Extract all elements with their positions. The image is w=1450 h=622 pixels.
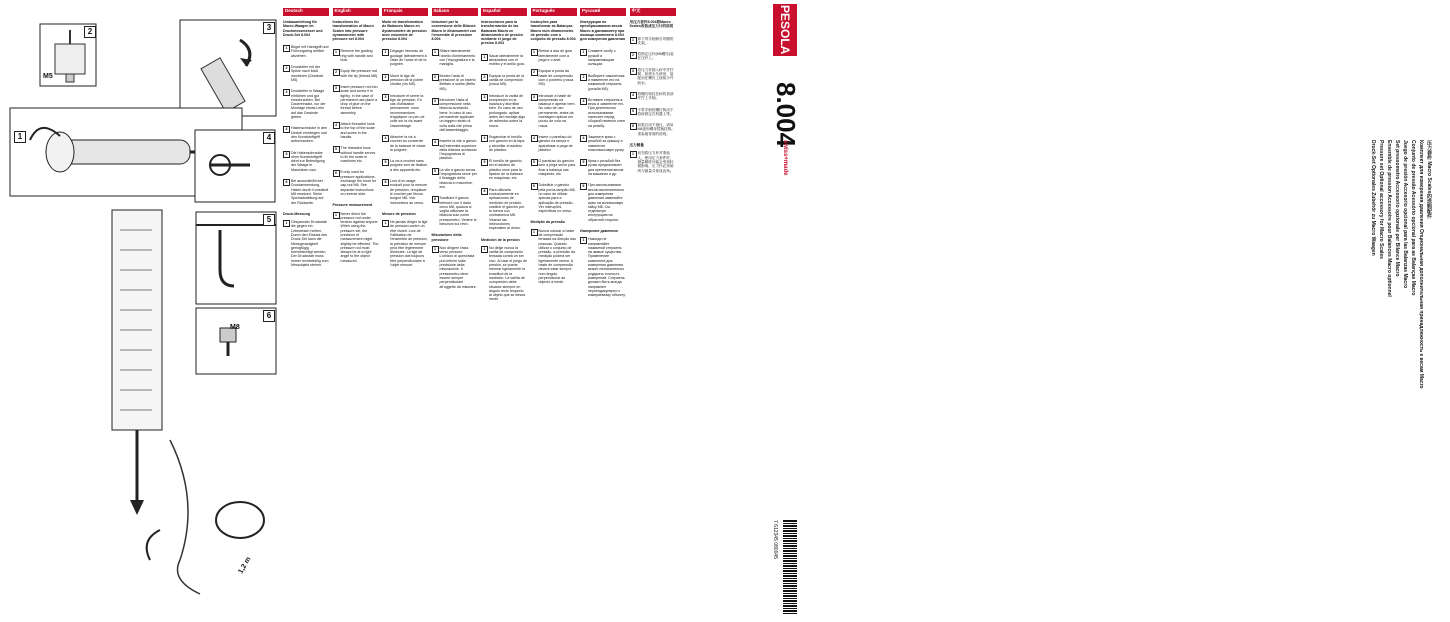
step-item — [531, 49, 577, 62]
step-number: 2 — [333, 69, 340, 76]
step-number: 4 — [630, 92, 637, 99]
step-text: Lors d'un usage exclusif pour la mesure de pression, remplacer le crochet par l'écrou borgne M8. Voir instructions au verso. — [390, 179, 427, 205]
column-header: English — [333, 8, 379, 16]
section-heading: Misurazione della pressione — [431, 233, 462, 242]
step-number: 6 — [432, 196, 439, 203]
title-pt: Conjunto de pressão Acessório opcional para as Balanças Macro — [1410, 140, 1416, 296]
step-item — [630, 92, 676, 101]
step-item — [630, 151, 676, 172]
step-item — [382, 179, 428, 205]
step-number: 6 — [382, 179, 389, 186]
step-number: 1 — [531, 229, 538, 236]
pesola-logo: PESOLA — [773, 4, 797, 56]
step-item — [580, 49, 626, 66]
step-item — [531, 159, 577, 176]
section-heading: 压力测量 — [629, 143, 644, 148]
step-item — [481, 159, 527, 180]
step-number: 2 — [283, 65, 290, 72]
column-fr — [382, 8, 428, 608]
section-heading: Pressure measurement — [332, 203, 373, 208]
step-item — [531, 229, 577, 285]
step-item — [580, 159, 626, 176]
step-number: 6 — [630, 123, 637, 130]
step-item — [580, 183, 626, 222]
step-number: 1 — [283, 220, 290, 227]
column-intro: Umbauanleitung für Macro-Waagen im Druckmessmesser und Druck-Set 8.004 — [283, 20, 323, 37]
step-text: Druckteller in Waage einführen und gut einschrauben. Bei Dauereinsatz, nur der Montage etwas Leim auf das Gewinde geben. — [291, 89, 326, 120]
title-ru: Комплект для измерения давления Опциональная дополнительная принадлежность к весам Macro — [1418, 140, 1424, 389]
step-item — [333, 212, 379, 264]
title-zh: 压力套件 Macro Scales的选购配件 — [1426, 140, 1432, 219]
step-item — [630, 52, 676, 61]
step-item — [580, 237, 626, 297]
step-text: Inserir o parafuso do gancho na tampa e aparafusar a pega de plástico. — [538, 134, 573, 152]
product-number: 8.004 — [771, 82, 801, 148]
step-item — [481, 94, 527, 128]
step-number: 1 — [333, 212, 340, 219]
step-item — [333, 49, 379, 62]
step-text: El tornillo de gancho sin el asidero de plástico sirve para la fijación de la balanza en máquinas, etc. — [489, 159, 523, 181]
step-item — [283, 151, 329, 172]
step-text: Никогда не направляйте нажимной стержень на живые существа. Применение комплекта для измерения давления может незначительно ухудшить точность измерений. Стержень должен быть всегда направлен перпендикулярно к измеряемому объекту. — [588, 237, 626, 298]
column-header: Español — [481, 8, 527, 16]
step-item — [432, 49, 478, 66]
step-item — [630, 37, 676, 46]
title-fr: Ensemble de pression Accessoire pour Balances Macro optionnel — [1386, 140, 1392, 297]
step-text: Снимите скобу с ручкой и направляющим кольцом. — [588, 49, 616, 67]
step-text: Remove the guiding ring with handle and bow. — [340, 49, 373, 63]
step-item — [531, 135, 577, 152]
panel-3-number: 3 — [263, 22, 275, 34]
column-de — [283, 8, 329, 608]
column-intro: Инструкция по преобразованию весов Macro в динамометр при помощи комплекта 8.004 для измерения давления — [580, 20, 626, 42]
step-text: Вставьте стержень в весы и завинтите его. При длительном использовании нанесите перед сборкой немного клея на резьбу. — [588, 97, 625, 128]
step-number: 3 — [580, 98, 587, 105]
step-number: 1 — [432, 49, 439, 56]
step-text: Ne jamais diriger la tige de pression contre un être vivant. Lors de l'utilisation de l'ensemble de pression, la précision de mesure peut être légèrement diminuée. La tige de pression doit toujours être perpendiculaire à l'objet mesuré. — [390, 220, 428, 268]
step-number: 4 — [283, 126, 290, 133]
column-pt — [531, 8, 577, 608]
step-text: Inserire la vite a gancio sull'estremità superiore della bilancia avvitando l'impugnatura di plastica. — [439, 139, 477, 161]
step-item — [382, 74, 428, 87]
step-text: Зацепите крюк с резьбой за крышку и навинтите пластмассовую ручку. — [588, 134, 625, 152]
section-heading: Mesure de pression — [382, 211, 416, 216]
step-number: 6 — [580, 183, 587, 190]
column-header: Русский — [580, 8, 626, 16]
step-item — [630, 108, 676, 117]
step-number: 1 — [382, 49, 389, 56]
step-text: Hakenschraube in den Deckel einhängen und den Kunststoffgriff aufschrauben. — [291, 126, 327, 144]
column-intro: Mode de transformation de Balances Macro en dynamomètre de pression avec ensemble de pression 8.004 — [382, 20, 427, 42]
step-item — [531, 183, 577, 213]
panel-4-number: 4 — [263, 132, 275, 144]
step-text: Bei ausschließlicher Druckanwendung, Haken durch Kunststoff M8 ersetzen. Siehe Spezialanleitung auf der Rückseite. — [291, 179, 329, 205]
column-intro: Istruzioni per la conversione delle Bilance Macro in dinamometri con l'ensemble di pressione 8.004 — [431, 20, 477, 42]
column-intro: 用压力套件8.004将Macro Scales改装成压力计的说明 — [629, 20, 674, 29]
step-number: 3 — [283, 89, 290, 96]
column-it — [432, 8, 478, 608]
step-text: Gespannter Druckstab die gegen ein Lebewesen richten. Durch den Einsatz des Druck-Set kann die Messgenauigkeit geringfügig beeinträchtigt werden. Der Druckstab muss immer rechtwinklig zum Messobjekt stehen. — [291, 220, 329, 268]
illustration-drawing — [0, 0, 278, 617]
step-text: Retirar a asa de guia lateralmente com a pega e o anel. — [538, 49, 572, 63]
step-item — [481, 135, 527, 152]
step-item — [630, 123, 676, 136]
step-item — [283, 65, 329, 82]
step-text: 将指定压杆(M5螺纹)装在压杆上。 — [637, 52, 674, 61]
section-heading: Druck-Messung — [283, 211, 310, 216]
step-text: Insert pressure rod into scale and screw it in tightly. In the case of permanent use place a drop of glue on the thread before assembly. — [340, 84, 378, 115]
column-header: 中文 — [630, 8, 676, 16]
instruction-columns — [283, 8, 681, 618]
step-number: 6 — [283, 179, 290, 186]
step-number: 3 — [382, 94, 389, 101]
step-number: 4 — [580, 135, 587, 142]
step-text: La vite a gancio senza l'impugnatura serve per il fissaggio della bilancia in macchine, ecc. — [439, 167, 477, 189]
step-text: Nunca colocar a haste de compressão tensada na direção das pessoas. Quando utilizar o conjunto de pressão, a precisão da medição poderá ser ligeiramente menor. A haste de compressão deverá estar sempre num ângulo perpendicular ao objecto a medir. — [538, 228, 576, 285]
step-number: 3 — [531, 94, 538, 101]
step-text: The threaded hook without handle serves to fix the scale in machines etc. — [340, 146, 376, 164]
illustrations-area — [0, 0, 278, 617]
step-item — [432, 246, 478, 289]
step-text: Munir la tige de pression de la pointe choisie (vis M5). — [390, 73, 424, 87]
step-number: 1 — [432, 246, 439, 253]
barcode — [783, 520, 797, 614]
step-number: 2 — [382, 74, 389, 81]
column-ru — [580, 8, 626, 608]
step-text: Enganchar el tornillo con gancho en la tapa y atornillar el asidero de plástico. — [489, 134, 525, 152]
pressure-rod-tip-drawing — [55, 44, 85, 74]
step-item — [580, 74, 626, 91]
step-item — [481, 74, 527, 87]
column-zh — [630, 8, 676, 608]
step-number: 3 — [333, 85, 340, 92]
swiss-made-mark: swiss+made — [782, 140, 788, 176]
step-number: 6 — [481, 188, 488, 195]
step-number: 5 — [580, 159, 587, 166]
step-item — [481, 54, 527, 67]
step-text: Never direct the pressure rod under tension against anyone. When using the pressure set, the precision of measurement might slightly be effected. The pressure rod must always be at a right angle to the object measured. — [340, 211, 379, 263]
step-number: 2 — [481, 74, 488, 81]
m5-label: M5 — [43, 73, 53, 80]
step-text: При использовании весов исключительно для измерения давления заменяйте крюк на колпачковую гайку M8. См. отдельную инструкцию на обратной стороне. — [588, 183, 625, 222]
column-intro: Instrucciones para la transformación de las Balanzas Macro en dinamómetro de presión mediante el juego de presión 8.004 — [481, 20, 523, 46]
step-number: 5 — [283, 151, 290, 158]
step-item — [333, 122, 379, 139]
step-number: 3 — [630, 68, 637, 75]
step-text: Sfilare lateralmente l'anello d'orientamento con l'impugnatura e la maniglia. — [439, 49, 476, 67]
step-text: Substituir o gancho pela porca-tampão M8, no caso de utilizar apenas para a aplicação de pressão. Ver instruções especificas no verso. — [538, 183, 576, 214]
column-intro: Instruções para transformar as Balanças Macro num dinamómetro de pressão com o conjunto de pressão 8.004 — [530, 20, 576, 42]
step-number: 2 — [531, 69, 538, 76]
column-header: Italiano — [432, 8, 478, 16]
step-item — [481, 246, 527, 302]
step-text: Sacar lateralmente la abrazadera con el estribo y el anillo guía. — [489, 53, 525, 67]
step-number: 1 — [481, 246, 488, 253]
step-text: La vis à crochet sans poignée sert de fixation à des appareils etc. — [390, 159, 428, 172]
step-text: Equipar a ponta da haste de compressão com o ponteiro (rosca M5). — [538, 69, 574, 87]
step-item — [481, 188, 527, 231]
step-text: Introduzir a haste de compressão na balança e apertar bem. No caso de uso permanente, antes da montagem aplicar um pouco de cola na rosca. — [538, 93, 576, 128]
step-number: 5 — [382, 159, 389, 166]
step-item — [333, 85, 379, 115]
step-number: 5 — [333, 146, 340, 153]
step-number: 1 — [382, 220, 389, 227]
step-number: 4 — [531, 135, 538, 142]
title-it: Set pressometro Accessorio opzionale per Bilance Macro — [1394, 140, 1400, 277]
step-number: 5 — [531, 159, 538, 166]
step-number: 1 — [580, 237, 587, 244]
step-item — [432, 168, 478, 189]
step-text: Equipar la punta de la varilla de compresión (rosca M5). — [489, 73, 524, 87]
title-de: Druck-Set Optionales Zubehör zu Macro Waagen — [1370, 140, 1376, 256]
step-number: 4 — [333, 122, 340, 129]
step-item — [382, 94, 428, 128]
panel-5-number: 5 — [263, 214, 275, 226]
scale-body-drawing — [112, 210, 162, 430]
panel-1-number: 1 — [14, 131, 26, 143]
step-text: Equip the pressure rod with the tip (thread M5). — [340, 69, 379, 78]
step-text: Introdurre l'asta di compressione nella bilancia avvitando bene. In caso di uso permanente applicare un leggero strato di colla sulla vite prima dell'assemblaggio. — [439, 97, 475, 132]
step-text: If only used for pressure applications, exchange the hook for cap-nut M8. See separate instructions on reverse side. — [340, 170, 377, 196]
step-text: 将压力杆插入秤中并拧紧。如需永久使用，装配前在螺纹上涂抹少许胶水。 — [637, 67, 674, 85]
step-item — [432, 196, 478, 226]
rope-length-label: 1,2 m — [237, 555, 253, 576]
step-item — [283, 179, 329, 205]
step-item — [382, 159, 428, 172]
step-number: 2 — [580, 74, 587, 81]
section-heading: Medición de la presión — [481, 237, 520, 242]
step-number: 5 — [432, 168, 439, 175]
column-header: Français — [382, 8, 428, 16]
step-number: 6 — [333, 170, 340, 177]
column-header: Deutsch — [283, 8, 329, 16]
step-number: 5 — [481, 159, 488, 166]
step-number: 1 — [481, 54, 488, 61]
step-number: 1 — [630, 37, 637, 44]
step-number: 2 — [432, 74, 439, 81]
step-text: Die Hakenschraube ohne Kunststoffgriff dient zur Befestigung der Waage in Maschinen usw. — [291, 150, 325, 172]
step-item — [333, 170, 379, 196]
column-header: Português — [531, 8, 577, 16]
column-es — [481, 8, 527, 608]
step-text: Attacher la vis à crochet au couvercle de la balance et visser la poignée. — [390, 134, 426, 152]
step-number: 4 — [382, 135, 389, 142]
step-text: Introducir la varilla de compresión en la balanza y atornillar bien. En caso de uso prolongado, aplicar antes del montaje algo de adhesivo sobre la rosca. — [489, 93, 526, 128]
step-text: No dirigir nunca la varilla de compresión tensada contra un ser vivo. Al usar el juego de presión, se puede mermar ligeramente la exactitud de la medición. La varilla de compresión debe situarse siempre en ángulo recto respecto al objeto que se desea medir. — [489, 245, 527, 302]
step-text: Druckteller mit der Spitze nach Maß montieren (Gewinde M5). — [291, 65, 324, 82]
step-text: Выберите наконечник и навинтите его на нажимной стержень (резьба M5). — [588, 73, 625, 91]
step-item — [382, 135, 428, 152]
step-number: 3 — [432, 98, 439, 105]
step-item — [382, 220, 428, 267]
step-text: 卸下带手柄和引导圈的支架。 — [637, 36, 674, 45]
step-number: 5 — [630, 108, 637, 115]
step-item — [333, 146, 379, 163]
step-text: Non dirigere l'asta verso persone. L'utilizzo di quest'asta può influire sulla precisione della misurazione. Il pressometro deve essere sempre perpendicolare all'oggetto da misurare. — [439, 245, 477, 289]
section-heading: Medição da pressão — [530, 220, 565, 225]
step-text: Introduire et serrer la tige de pression. En cas d'utilisation permanente, nous recommandons d'appliquer un peu de colle sur la vis avant l'assemblage. — [390, 93, 425, 128]
ean-number: 7 612345 080045 — [772, 520, 778, 559]
step-item — [531, 94, 577, 128]
step-number: 3 — [481, 94, 488, 101]
step-item — [283, 220, 329, 267]
product-titles — [1370, 140, 1450, 610]
step-text: Sostituire il gancio inferiore con il dado cieco M8, qualora si voglia utilizzare la bilancia solo come pressometro. Vedere le istruzioni sul retro. — [439, 196, 477, 226]
step-item — [630, 68, 676, 85]
step-text: Dégager l'anneau de guidage latéralement à l'aide de l'anse et de la poignée. — [390, 49, 427, 67]
step-text: Munire l'asta di pressione di un inserto filettato a scelta (filetto M5). — [439, 73, 476, 91]
step-item — [382, 49, 428, 66]
step-number: 6 — [531, 183, 538, 190]
step-text: 不带手柄的螺钉钩用于将秤固定在机器上等。 — [637, 107, 674, 116]
step-item — [432, 139, 478, 160]
step-text: Attach threaded hook to the top of the scale and screw in the handle. — [340, 122, 375, 139]
step-text: Крюк с резьбой без ручки предназначен для крепления весов на машинах и др. — [588, 159, 624, 177]
step-item — [580, 98, 626, 128]
title-es: Juego de presión Accesorio opcional para las Balanzas Macro — [1402, 140, 1408, 289]
panel-2-number: 2 — [84, 26, 96, 38]
column-intro: Instructions for transformation of Macro Scales into pressure dynamometer with pressure set 8.004 — [332, 20, 374, 42]
step-item — [531, 69, 577, 86]
step-text: 如果仅用于测压，请用M8盖形螺母替换挂钩。请参阅背面的说明。 — [637, 123, 675, 136]
step-number: 1 — [283, 45, 290, 52]
section-heading: Измерение давления — [580, 228, 618, 233]
step-item — [580, 135, 626, 152]
step-item — [283, 126, 329, 143]
step-item — [283, 45, 329, 58]
step-number: 1 — [580, 49, 587, 56]
step-text: 将螺纹钩挂在秤的顶部并拧上手柄。 — [637, 91, 674, 101]
step-number: 4 — [432, 139, 439, 146]
step-number: 1 — [630, 151, 637, 158]
step-number: 1 — [531, 49, 538, 56]
title-en: Pressure set Optional accessory for Macro Scales — [1378, 140, 1384, 259]
m8-label: M8 — [230, 324, 240, 331]
step-number: 4 — [481, 135, 488, 142]
step-text: Para utilizarla exclusivamente en aplicaciones de medición de presión, sustituir el gancho por la tuerca con contratuerca M8. Véanse las instrucciones especiales al dorso. — [489, 187, 525, 231]
step-item — [432, 98, 478, 132]
column-en — [333, 8, 379, 608]
step-text: O parafuso do gancho sem a pega serve para fixar a balança nas máquinas, etc. — [538, 159, 576, 177]
step-item — [283, 89, 329, 119]
panel-6-number: 6 — [263, 310, 275, 322]
step-item — [333, 69, 379, 78]
step-number: 1 — [333, 49, 340, 56]
step-item — [432, 74, 478, 91]
step-number: 2 — [630, 52, 637, 59]
step-text: Bügel mit Handgriff und Führungsring seitlich abziehen. — [291, 45, 329, 58]
step-text: 切勿将压力杆对准他人。使用压力套件时，测量精度可能会受到轻微影响。压力杆必须始终与测量对象成直角。 — [637, 151, 674, 173]
